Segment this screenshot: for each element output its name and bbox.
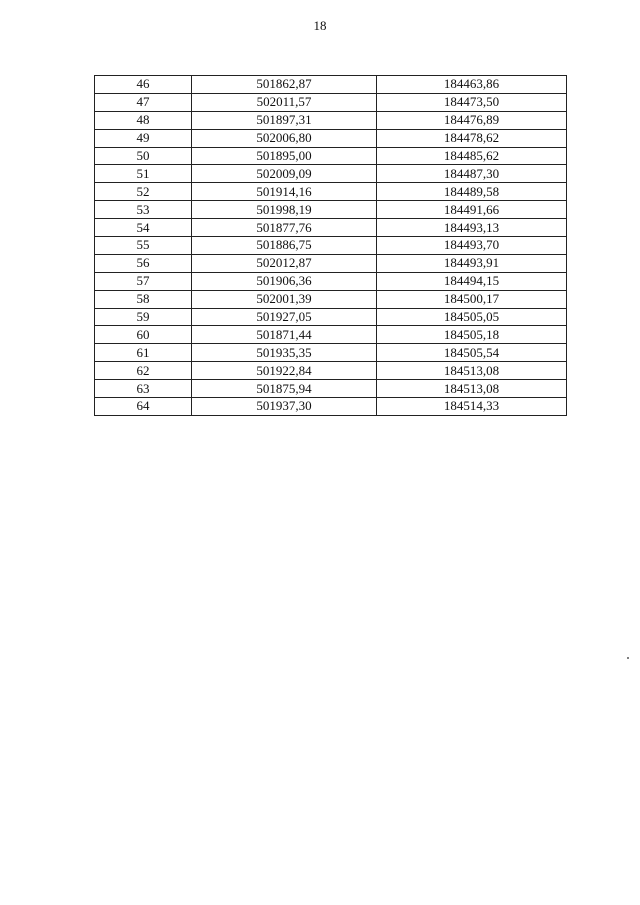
- x-coordinate-cell: 501937,30: [192, 398, 377, 416]
- point-number-cell: 51: [95, 165, 192, 183]
- x-coordinate-cell: 502011,57: [192, 93, 377, 111]
- table-row: [95, 380, 567, 398]
- table-row: [95, 111, 567, 129]
- x-coordinate-cell: 502012,87: [192, 254, 377, 272]
- y-coordinate-cell: 184491,66: [377, 201, 567, 219]
- y-coordinate-cell: 184487,30: [377, 165, 567, 183]
- table-row: [95, 219, 567, 237]
- x-coordinate-cell: 501906,36: [192, 272, 377, 290]
- table-row: [95, 147, 567, 165]
- y-coordinate-cell: 184505,18: [377, 326, 567, 344]
- x-coordinate-cell: 502006,80: [192, 129, 377, 147]
- y-coordinate-cell: 184478,62: [377, 129, 567, 147]
- x-coordinate-cell: 501895,00: [192, 147, 377, 165]
- point-number-cell: 62: [95, 362, 192, 380]
- point-number-cell: 53: [95, 201, 192, 219]
- table-row: [95, 93, 567, 111]
- table-row: [95, 254, 567, 272]
- y-coordinate-cell: 184505,05: [377, 308, 567, 326]
- table-row: [95, 201, 567, 219]
- table-row: [95, 165, 567, 183]
- x-coordinate-cell: 501922,84: [192, 362, 377, 380]
- x-coordinate-cell: 501998,19: [192, 201, 377, 219]
- x-coordinate-cell: 501862,87: [192, 76, 377, 94]
- table-row: [95, 308, 567, 326]
- x-coordinate-cell: 501897,31: [192, 111, 377, 129]
- point-number-cell: 52: [95, 183, 192, 201]
- table-row: [95, 76, 567, 94]
- y-coordinate-cell: 184493,91: [377, 254, 567, 272]
- y-coordinate-cell: 184514,33: [377, 398, 567, 416]
- y-coordinate-cell: 184513,08: [377, 362, 567, 380]
- y-coordinate-cell: 184493,70: [377, 237, 567, 255]
- y-coordinate-cell: 184463,86: [377, 76, 567, 94]
- point-number-cell: 63: [95, 380, 192, 398]
- point-number-cell: 49: [95, 129, 192, 147]
- table-row: [95, 129, 567, 147]
- x-coordinate-cell: 501871,44: [192, 326, 377, 344]
- x-coordinate-cell: 501886,75: [192, 237, 377, 255]
- y-coordinate-cell: 184476,89: [377, 111, 567, 129]
- point-number-cell: 60: [95, 326, 192, 344]
- point-number-cell: 54: [95, 219, 192, 237]
- table-row: [95, 398, 567, 416]
- x-coordinate-cell: 501875,94: [192, 380, 377, 398]
- point-number-cell: 64: [95, 398, 192, 416]
- table-row: [95, 237, 567, 255]
- y-coordinate-cell: 184494,15: [377, 272, 567, 290]
- table-row: [95, 362, 567, 380]
- point-number-cell: 46: [95, 76, 192, 94]
- x-coordinate-cell: 501914,16: [192, 183, 377, 201]
- point-number-cell: 56: [95, 254, 192, 272]
- x-coordinate-cell: 501935,35: [192, 344, 377, 362]
- point-number-cell: 61: [95, 344, 192, 362]
- point-number-cell: 48: [95, 111, 192, 129]
- table-row: [95, 183, 567, 201]
- point-number-cell: 50: [95, 147, 192, 165]
- y-coordinate-cell: 184505,54: [377, 344, 567, 362]
- coordinates-table-body: [95, 76, 567, 416]
- table-row: [95, 272, 567, 290]
- y-coordinate-cell: 184500,17: [377, 290, 567, 308]
- page-number: 18: [313, 18, 327, 33]
- point-number-cell: 55: [95, 237, 192, 255]
- x-coordinate-cell: 501877,76: [192, 219, 377, 237]
- table-row: [95, 290, 567, 308]
- point-number-cell: 47: [95, 93, 192, 111]
- y-coordinate-cell: 184493,13: [377, 219, 567, 237]
- y-coordinate-cell: 184473,50: [377, 93, 567, 111]
- point-number-cell: 59: [95, 308, 192, 326]
- point-number-cell: 57: [95, 272, 192, 290]
- coordinates-table: [94, 75, 567, 416]
- x-coordinate-cell: 502009,09: [192, 165, 377, 183]
- y-coordinate-cell: 184513,08: [377, 380, 567, 398]
- table-row: [95, 344, 567, 362]
- x-coordinate-cell: 502001,39: [192, 290, 377, 308]
- y-coordinate-cell: 184489,58: [377, 183, 567, 201]
- x-coordinate-cell: 501927,05: [192, 308, 377, 326]
- point-number-cell: 58: [95, 290, 192, 308]
- table-row: [95, 326, 567, 344]
- scan-speck: [627, 657, 629, 659]
- y-coordinate-cell: 184485,62: [377, 147, 567, 165]
